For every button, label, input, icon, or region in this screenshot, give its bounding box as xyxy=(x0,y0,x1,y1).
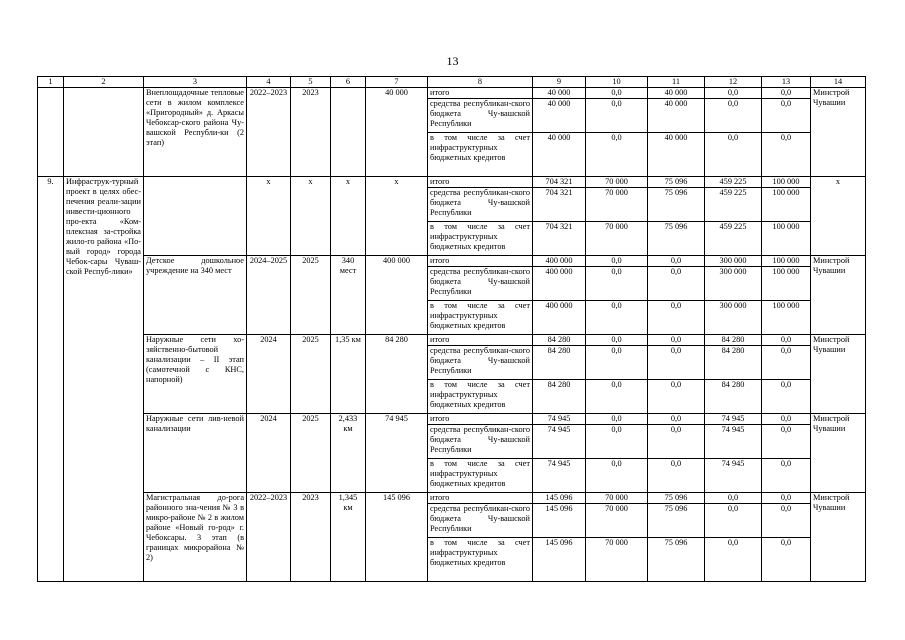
value-cell: 0,0 xyxy=(762,88,811,99)
value-cell: 40 000 xyxy=(533,99,586,133)
cost: 400 000 xyxy=(366,256,428,335)
cost: 145 096 xyxy=(366,493,428,582)
value-cell: 0,0 xyxy=(648,346,705,380)
source-republic-budget: средства республикан-ского бюджета Чу-вашской Республики xyxy=(428,99,533,133)
value-cell: 0,0 xyxy=(705,493,762,504)
object-name: Магистральная до-рога районного зна-чения № 3 в микро-районе № 2 в жилом районе «Новый го-род» г. Чебоксары. 3 этап (в границах микрорайона № 2) xyxy=(144,493,247,582)
value-cell: 70 000 xyxy=(586,538,648,582)
table-row xyxy=(38,414,866,425)
table-row xyxy=(38,256,866,267)
end-year: х xyxy=(291,177,331,256)
value-cell: 300 000 xyxy=(705,256,762,267)
value-cell: 0,0 xyxy=(762,414,811,425)
end-year: 2025 xyxy=(291,256,331,335)
column-number: 6 xyxy=(331,77,366,88)
value-cell: 100 000 xyxy=(762,267,811,301)
value-cell: 84 280 xyxy=(533,346,586,380)
value-cell: 75 096 xyxy=(648,493,705,504)
start-year: 2022–2023 xyxy=(247,88,291,177)
executor: Минстрой Чувашии xyxy=(811,256,866,335)
value-cell: 0,0 xyxy=(762,380,811,414)
value-cell: 74 945 xyxy=(705,414,762,425)
value-cell: 145 096 xyxy=(533,493,586,504)
object-name: Наружные сети хо-зяйственно-бытовой канализации – II этап (самотечной с КНС, напорной) xyxy=(144,335,247,414)
value-cell: 400 000 xyxy=(533,301,586,335)
source-infra-credits: в том числе за счет инфраструктурных бюджетных кредитов xyxy=(428,222,533,256)
value-cell: 84 280 xyxy=(533,380,586,414)
start-year: 2024–2025 xyxy=(247,256,291,335)
source-republic-budget: средства республикан-ского бюджета Чу-вашской Республики xyxy=(428,267,533,301)
value-cell: 70 000 xyxy=(586,493,648,504)
value-cell: 0,0 xyxy=(762,335,811,346)
source-total: итого xyxy=(428,335,533,346)
value-cell: 70 000 xyxy=(586,177,648,188)
value-cell: 74 945 xyxy=(705,459,762,493)
value-cell: 84 280 xyxy=(705,380,762,414)
end-year: 2025 xyxy=(291,335,331,414)
column-number: 9 xyxy=(533,77,586,88)
capacity: х xyxy=(331,177,366,256)
value-cell: 0,0 xyxy=(586,99,648,133)
value-cell: 0,0 xyxy=(648,267,705,301)
start-year: 2022–2023 xyxy=(247,493,291,582)
column-number: 4 xyxy=(247,77,291,88)
value-cell: 0,0 xyxy=(586,414,648,425)
value-cell: 75 096 xyxy=(648,222,705,256)
value-cell: 0,0 xyxy=(648,335,705,346)
value-cell: 100 000 xyxy=(762,256,811,267)
value-cell: 0,0 xyxy=(705,133,762,177)
capacity: 1,35 км xyxy=(331,335,366,414)
value-cell: 70 000 xyxy=(586,222,648,256)
source-total: итого xyxy=(428,88,533,99)
value-cell: 0,0 xyxy=(705,538,762,582)
value-cell: 84 280 xyxy=(705,335,762,346)
end-year: 2025 xyxy=(291,414,331,493)
value-cell: 0,0 xyxy=(648,301,705,335)
value-cell: 75 096 xyxy=(648,504,705,538)
value-cell: 75 096 xyxy=(648,188,705,222)
value-cell: 0,0 xyxy=(762,346,811,380)
value-cell: 704 321 xyxy=(533,188,586,222)
value-cell: 0,0 xyxy=(586,256,648,267)
value-cell: 70 000 xyxy=(586,188,648,222)
executor: Минстрой Чувашии xyxy=(811,88,866,177)
value-cell: 0,0 xyxy=(586,301,648,335)
column-number: 13 xyxy=(762,77,811,88)
source-total: итого xyxy=(428,414,533,425)
capacity xyxy=(331,88,366,177)
value-cell: 145 096 xyxy=(533,538,586,582)
object-name: Внеплощадочные тепловые сети в жилом комплексе «Пригородный» д. Аркасы Чебоксар-ского района Чу-вашской Республи-ки (2 этап) xyxy=(144,88,247,177)
source-infra-credits: в том числе за счет инфраструктурных бюджетных кредитов xyxy=(428,380,533,414)
value-cell: 0,0 xyxy=(586,425,648,459)
value-cell: 0,0 xyxy=(648,380,705,414)
column-number: 2 xyxy=(64,77,144,88)
header-row xyxy=(38,77,866,88)
value-cell: 0,0 xyxy=(586,335,648,346)
source-infra-credits: в том числе за счет инфраструктурных бюджетных кредитов xyxy=(428,133,533,177)
value-cell: 0,0 xyxy=(586,133,648,177)
value-cell: 0,0 xyxy=(705,88,762,99)
value-cell: 100 000 xyxy=(762,188,811,222)
column-number: 12 xyxy=(705,77,762,88)
executor: Минстрой Чувашии xyxy=(811,335,866,414)
value-cell: 459 225 xyxy=(705,177,762,188)
source-republic-budget: средства республикан-ского бюджета Чу-вашской Республики xyxy=(428,346,533,380)
value-cell: 0,0 xyxy=(648,414,705,425)
value-cell: 40 000 xyxy=(648,99,705,133)
budget-table xyxy=(37,76,866,582)
column-number: 11 xyxy=(648,77,705,88)
value-cell: 75 096 xyxy=(648,538,705,582)
source-infra-credits: в том числе за счет инфраструктурных бюджетных кредитов xyxy=(428,301,533,335)
cost: 40 000 xyxy=(366,88,428,177)
capacity: 2,433 км xyxy=(331,414,366,493)
value-cell: 74 945 xyxy=(533,459,586,493)
source-republic-budget: средства республикан-ского бюджета Чу-вашской Республики xyxy=(428,425,533,459)
value-cell: 40 000 xyxy=(648,133,705,177)
row-number xyxy=(38,88,64,177)
source-republic-budget: средства республикан-ского бюджета Чу-вашской Республики xyxy=(428,504,533,538)
source-total: итого xyxy=(428,256,533,267)
value-cell: 40 000 xyxy=(533,133,586,177)
value-cell: 0,0 xyxy=(586,459,648,493)
value-cell: 704 321 xyxy=(533,222,586,256)
column-number: 14 xyxy=(811,77,866,88)
capacity: 340 мест xyxy=(331,256,366,335)
value-cell: 0,0 xyxy=(762,459,811,493)
value-cell: 0,0 xyxy=(762,504,811,538)
page-number: 13 xyxy=(446,54,459,68)
value-cell: 100 000 xyxy=(762,222,811,256)
cost: 74 945 xyxy=(366,414,428,493)
column-number: 7 xyxy=(366,77,428,88)
value-cell: 40 000 xyxy=(533,88,586,99)
value-cell: 84 280 xyxy=(533,335,586,346)
column-number: 10 xyxy=(586,77,648,88)
start-year: 2024 xyxy=(247,335,291,414)
project-name: Инфраструк-турный проект в целях обес-печения реали-зации инвести-ционного про-екта «Ком-плексная за-стройка жило-го района «По-вый город» города Чебок-сары Чуваш-ской Респуб-лики» xyxy=(64,177,144,582)
project-name xyxy=(64,88,144,177)
value-cell: 300 000 xyxy=(705,267,762,301)
table-row xyxy=(38,335,866,346)
value-cell: 400 000 xyxy=(533,267,586,301)
source-infra-credits: в том числе за счет инфраструктурных бюджетных кредитов xyxy=(428,459,533,493)
executor: Минстрой Чувашии xyxy=(811,414,866,493)
executor: Минстрой Чувашии xyxy=(811,493,866,582)
value-cell: 0,0 xyxy=(705,504,762,538)
value-cell: 0,0 xyxy=(762,133,811,177)
source-republic-budget: средства республикан-ского бюджета Чу-вашской Республики xyxy=(428,188,533,222)
value-cell: 459 225 xyxy=(705,188,762,222)
start-year: х xyxy=(247,177,291,256)
cost: 84 280 xyxy=(366,335,428,414)
table-row xyxy=(38,493,866,504)
value-cell: 0,0 xyxy=(762,425,811,459)
value-cell: 300 000 xyxy=(705,301,762,335)
value-cell: 0,0 xyxy=(648,256,705,267)
value-cell: 704 321 xyxy=(533,177,586,188)
object-name: Наружные сети лив-невой канализации xyxy=(144,414,247,493)
end-year: 2023 xyxy=(291,493,331,582)
value-cell: 0,0 xyxy=(705,99,762,133)
value-cell: 0,0 xyxy=(586,88,648,99)
value-cell: 0,0 xyxy=(648,459,705,493)
table-row xyxy=(38,177,866,188)
value-cell: 40 000 xyxy=(648,88,705,99)
value-cell: 400 000 xyxy=(533,256,586,267)
object-name xyxy=(144,177,247,256)
value-cell: 0,0 xyxy=(586,380,648,414)
capacity: 1,345 км xyxy=(331,493,366,582)
value-cell: 75 096 xyxy=(648,177,705,188)
source-infra-credits: в том числе за счет инфраструктурных бюджетных кредитов xyxy=(428,538,533,582)
row-number: 9. xyxy=(38,177,64,582)
value-cell: 459 225 xyxy=(705,222,762,256)
cost: х xyxy=(366,177,428,256)
value-cell: 74 945 xyxy=(533,414,586,425)
value-cell: 74 945 xyxy=(705,425,762,459)
column-number: 1 xyxy=(38,77,64,88)
table-row xyxy=(38,88,866,99)
column-number: 8 xyxy=(428,77,533,88)
value-cell: 100 000 xyxy=(762,301,811,335)
value-cell: 0,0 xyxy=(648,425,705,459)
end-year: 2023 xyxy=(291,88,331,177)
value-cell: 0,0 xyxy=(586,346,648,380)
value-cell: 0,0 xyxy=(762,538,811,582)
executor: х xyxy=(811,177,866,256)
object-name: Детское дошкольное учреждение на 340 мест xyxy=(144,256,247,335)
start-year: 2024 xyxy=(247,414,291,493)
value-cell: 0,0 xyxy=(762,99,811,133)
column-number: 3 xyxy=(144,77,247,88)
value-cell: 0,0 xyxy=(586,267,648,301)
value-cell: 84 280 xyxy=(705,346,762,380)
value-cell: 0,0 xyxy=(762,493,811,504)
column-number: 5 xyxy=(291,77,331,88)
source-total: итого xyxy=(428,493,533,504)
value-cell: 100 000 xyxy=(762,177,811,188)
value-cell: 145 096 xyxy=(533,504,586,538)
value-cell: 74 945 xyxy=(533,425,586,459)
value-cell: 70 000 xyxy=(586,504,648,538)
source-total: итого xyxy=(428,177,533,188)
